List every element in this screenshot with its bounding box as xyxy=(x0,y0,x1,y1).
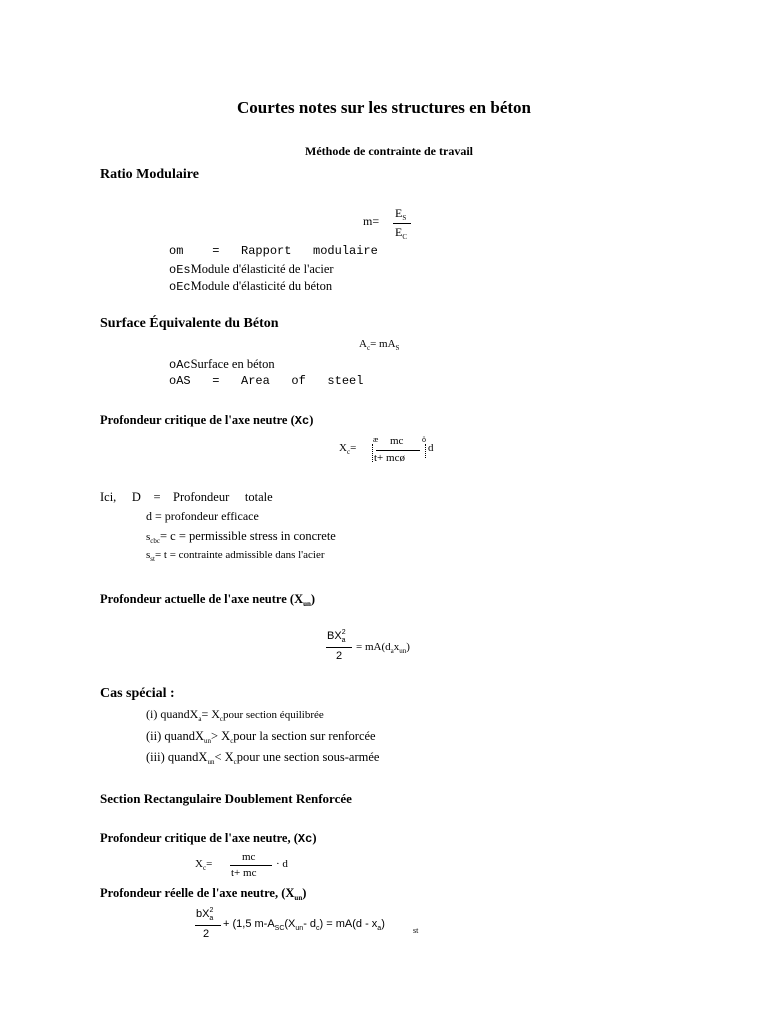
ratio-den-sub: C xyxy=(402,233,408,241)
doubly-real-num-bx: bX xyxy=(196,908,210,920)
doubly-real-rhs2: -A xyxy=(263,918,275,930)
doubly-real-heading xyxy=(100,886,306,901)
actual-num-sup: 2 xyxy=(341,629,346,636)
doubly-real-st: st xyxy=(413,926,419,935)
actual-formula-num xyxy=(327,630,346,642)
doubly-real-rhs3-sub: un xyxy=(295,925,304,932)
surface-formula-rest-sub: S xyxy=(395,344,400,352)
doubly-real-heading-x: X xyxy=(285,886,295,900)
doubly-real-rhs xyxy=(223,918,385,930)
doubly-crit-formula-lhs xyxy=(195,858,212,870)
special-ii-mid: > X xyxy=(210,729,231,743)
doubly-crit-heading-text: Profondeur critique de l'axe neutre, ( xyxy=(100,831,298,845)
doubly-real-rhs5: ) = mA(d - x xyxy=(319,918,378,930)
doubly-real-fraction-bar xyxy=(195,925,221,926)
critical-bracket-top-left: æ xyxy=(373,435,379,444)
doubly-real-rhs3: (X xyxy=(284,918,296,930)
doubly-real-num-sup: 2 xyxy=(209,907,214,914)
special-iii-sub2: c xyxy=(233,758,237,766)
actual-rhs-x: x xyxy=(393,641,400,653)
ratio-num-sub: S xyxy=(402,214,407,222)
doubly-crit-fraction-bar xyxy=(230,865,272,866)
ratio-heading: Ratio Modulaire xyxy=(100,167,199,182)
surface-item-ac xyxy=(169,357,275,372)
critical-heading-xc: Xc xyxy=(294,414,310,428)
ratio-item-ec-text: Module d'élasticité du béton xyxy=(190,279,333,293)
special-i-sub: a xyxy=(198,715,202,723)
doubly-real-rhs2-sub: SC xyxy=(274,925,285,932)
doubly-real-num-sub: a xyxy=(209,915,214,922)
special-case-i xyxy=(146,707,324,722)
critical-d-line: d = profondeur efficace xyxy=(146,509,259,523)
actual-rhs-sub: a xyxy=(390,647,394,655)
actual-formula-rhs xyxy=(356,641,410,653)
actual-heading xyxy=(100,592,315,607)
ratio-formula-den xyxy=(395,225,407,240)
special-ii-prefix: (ii) quandX xyxy=(146,729,204,743)
doubly-crit-x-sub: c xyxy=(202,864,207,872)
actual-formula-den: 2 xyxy=(336,650,343,662)
special-heading: Cas spécial : xyxy=(100,686,175,701)
doubly-crit-eq: = xyxy=(206,858,213,870)
special-i-mid: = X xyxy=(201,707,220,721)
actual-rhs-sub2: un xyxy=(399,647,407,655)
doubly-crit-num: mc xyxy=(242,851,256,863)
actual-heading-close: ) xyxy=(310,592,316,606)
critical-sst-rest: = t = contrainte admissible dans l'acier xyxy=(154,549,325,561)
ratio-item-es xyxy=(169,262,334,277)
special-ii-text: pour la section sur renforcée xyxy=(233,729,376,743)
actual-rhs-a: = mA(d xyxy=(356,641,391,653)
actual-heading-x: X xyxy=(294,592,304,606)
doubly-real-den: 2 xyxy=(203,928,210,940)
special-ii-sub: un xyxy=(203,737,211,745)
ratio-num-e: E xyxy=(395,206,403,220)
critical-scbc-line xyxy=(146,529,336,544)
critical-scbc-rest: = c = permissible stress in concrete xyxy=(160,529,336,543)
page-title: Courtes notes sur les structures en béton xyxy=(236,98,532,117)
ratio-item-ec-prefix: oEc xyxy=(169,280,191,294)
critical-bracket-top-right: ö xyxy=(422,435,426,444)
doubly-real-heading-close: ) xyxy=(302,886,307,900)
critical-heading-close: ) xyxy=(309,413,314,427)
actual-num-sub: a xyxy=(341,637,346,644)
critical-ici-line: Ici, D = Profondeur totale xyxy=(100,490,273,504)
ratio-item-m: om = Rapport modulaire xyxy=(169,244,378,258)
ratio-formula-lhs: m= xyxy=(363,214,380,228)
ratio-item-ec xyxy=(169,279,332,294)
critical-bracket-denominator: t+ mcø xyxy=(374,452,405,464)
special-i-prefix: (i) quandX xyxy=(146,707,199,721)
doubly-crit-heading-close: ) xyxy=(312,831,317,845)
special-iii-sub: un xyxy=(207,758,215,766)
special-i-text: pour section équilibrée xyxy=(222,709,324,721)
page-subtitle: Méthode de contrainte de travail xyxy=(305,144,473,158)
doubly-real-rhs4-sub: c xyxy=(316,925,320,932)
actual-heading-sub: un xyxy=(303,600,311,608)
surface-formula-rest: = mA xyxy=(370,338,396,350)
actual-fraction-bar xyxy=(326,647,352,648)
doubly-crit-x: X xyxy=(195,858,203,870)
special-iii-mid: < X xyxy=(214,750,234,764)
doubly-heading: Section Rectangulaire Doublement Renforcée xyxy=(100,791,352,806)
doubly-real-heading-sub: un xyxy=(294,894,303,902)
doubly-critical-heading xyxy=(100,831,316,846)
doubly-real-rhs1: + (1,5 m xyxy=(223,918,264,930)
doubly-real-rhs6: ) xyxy=(381,918,385,930)
surface-formula xyxy=(359,338,399,350)
ratio-item-es-prefix: oEs xyxy=(169,263,191,277)
actual-heading-text: Profondeur actuelle de l'axe neutre ( xyxy=(100,592,295,606)
critical-sst-line xyxy=(146,549,325,561)
critical-fraction-bar xyxy=(376,450,420,451)
surface-formula-a-sub: c xyxy=(366,344,371,352)
surface-item-ac-text: Surface en béton xyxy=(190,357,275,371)
doubly-crit-den: t+ mc xyxy=(231,867,257,879)
surface-heading: Surface Équivalente du Béton xyxy=(100,316,279,331)
critical-x-sub: c xyxy=(346,448,351,456)
doubly-real-rhs4: - d xyxy=(303,918,317,930)
actual-num-bx: BX xyxy=(327,630,342,642)
doubly-real-num xyxy=(196,908,213,920)
critical-x: X xyxy=(339,442,347,454)
ratio-formula-num xyxy=(395,206,406,221)
critical-bracket-d: d xyxy=(428,442,434,454)
critical-sst-sub: st xyxy=(150,555,155,563)
critical-eq: = xyxy=(350,442,357,454)
special-ii-sub2: c xyxy=(230,737,234,745)
critical-sst-s: s xyxy=(146,549,151,561)
critical-bracket-right xyxy=(425,444,427,458)
special-iii-text: pour une section sous-armée xyxy=(236,750,380,764)
doubly-real-heading-text: Profondeur réelle de l'axe neutre, ( xyxy=(100,886,286,900)
actual-rhs-close: ) xyxy=(406,641,410,653)
critical-bracket-mc: mc xyxy=(390,435,404,447)
special-case-ii xyxy=(146,729,376,744)
surface-formula-a: A xyxy=(359,338,367,350)
special-i-sub2: c xyxy=(219,715,223,723)
doubly-crit-d: · d xyxy=(276,858,288,870)
doubly-crit-heading-xc: Xc xyxy=(297,832,313,846)
critical-scbc-s: s xyxy=(146,531,151,543)
ratio-fraction-bar xyxy=(393,223,411,224)
critical-heading xyxy=(100,413,313,428)
doubly-real-rhs5-sub: a xyxy=(377,925,382,932)
critical-formula-lhs xyxy=(339,442,356,454)
special-case-iii xyxy=(146,750,379,765)
ratio-item-es-text: Module d'élasticité de l'acier xyxy=(190,262,334,276)
critical-heading-text: Profondeur critique de l'axe neutre ( xyxy=(100,413,295,427)
special-iii-prefix: (iii) quandX xyxy=(146,750,208,764)
surface-item-ac-prefix: oAc xyxy=(169,358,191,372)
critical-scbc-sub: cbc xyxy=(150,537,160,545)
ratio-den-e: E xyxy=(395,225,403,239)
surface-item-as: oAS = Area of steel xyxy=(169,374,364,388)
